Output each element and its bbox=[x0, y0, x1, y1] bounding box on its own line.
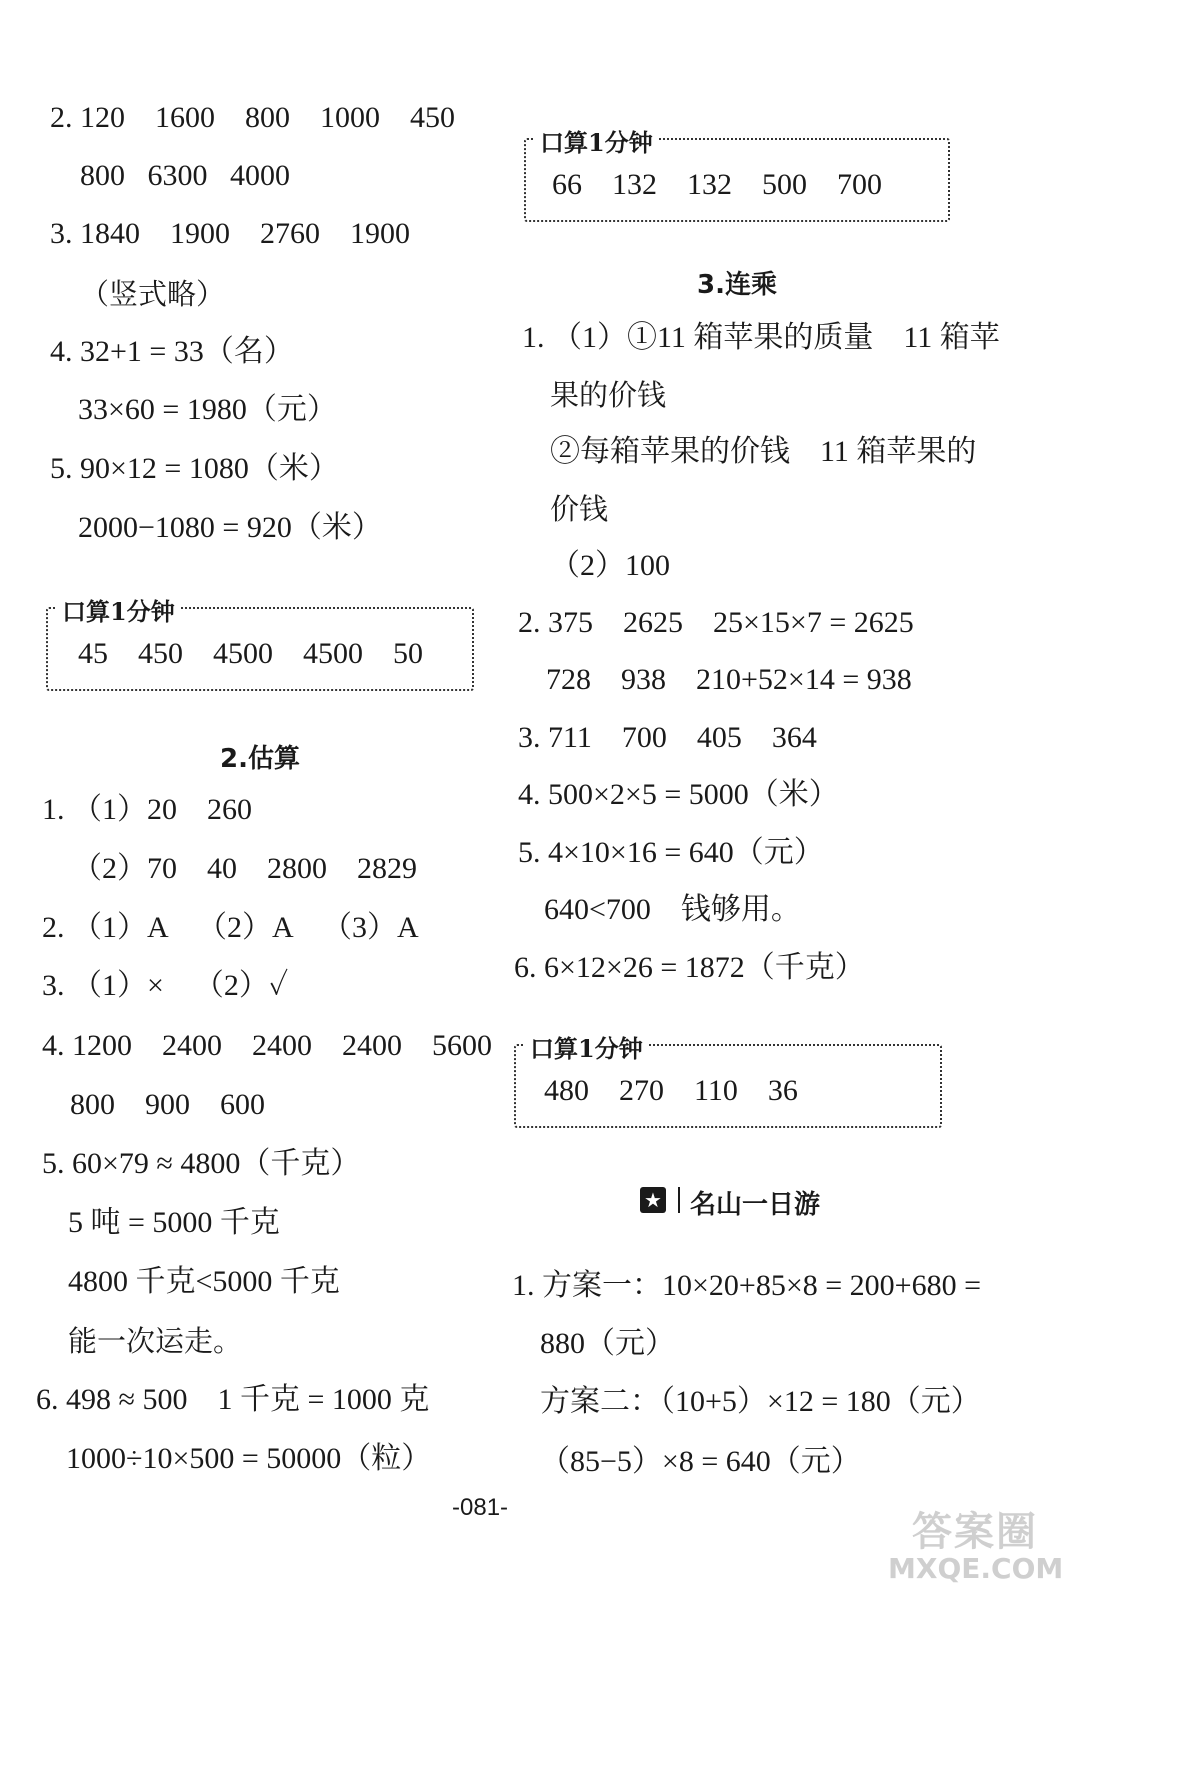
estimate-line-11: 6. 498 ≈ 500 1 千克 = 1000 克 bbox=[36, 1383, 430, 1416]
multiply-line-8: 3. 711 700 405 364 bbox=[518, 721, 817, 754]
watermark-url: MXQE.COM bbox=[888, 1552, 1064, 1585]
multiply-line-3: ②每箱苹果的价钱 11 箱苹果的 bbox=[550, 435, 977, 468]
estimate-line-7: 5. 60×79 ≈ 4800（千克） bbox=[42, 1147, 361, 1180]
trip-line-2: 880（元） bbox=[540, 1327, 675, 1360]
heading-divider bbox=[678, 1187, 680, 1213]
estimate-line-10: 能一次运走。 bbox=[68, 1324, 243, 1358]
mental-math-values-2: 66 132 132 500 700 bbox=[552, 168, 882, 201]
left-line-2: 800 6300 4000 bbox=[80, 159, 290, 192]
star-icon: ★ bbox=[640, 1187, 666, 1213]
estimate-line-9: 4800 千克<5000 千克 bbox=[68, 1265, 340, 1298]
left-line-8: 2000−1080 = 920（米） bbox=[78, 511, 382, 544]
trip-line-1: 1. 方案一：10×20+85×8 = 200+680 = bbox=[512, 1269, 982, 1302]
section-heading-estimate: 2.估算 bbox=[220, 744, 300, 774]
mental-math-title-2: 口算1分钟 bbox=[534, 123, 659, 158]
estimate-line-6: 800 900 600 bbox=[70, 1088, 265, 1121]
estimate-line-12: 1000÷10×500 = 50000（粒） bbox=[66, 1442, 432, 1475]
left-line-7: 5. 90×12 = 1080（米） bbox=[50, 452, 339, 485]
multiply-line-2: 果的价钱 bbox=[550, 378, 667, 412]
left-line-4: （竖式略） bbox=[80, 277, 226, 311]
multiply-line-12: 6. 6×12×26 = 1872（千克） bbox=[514, 951, 865, 984]
mental-math-title-3: 口算1分钟 bbox=[524, 1029, 649, 1064]
multiply-line-7: 728 938 210+52×14 = 938 bbox=[546, 663, 912, 696]
multiply-line-6: 2. 375 2625 25×15×7 = 2625 bbox=[518, 606, 914, 639]
trip-line-4: （85−5）×8 = 640（元） bbox=[540, 1445, 861, 1478]
multiply-line-10: 5. 4×10×16 = 640（元） bbox=[518, 836, 824, 869]
section-heading-continuous-multiplication: 3.连乘 bbox=[697, 270, 777, 300]
multiply-line-11: 640<700 钱够用。 bbox=[544, 893, 801, 926]
estimate-line-5: 4. 1200 2400 2400 2400 5600 bbox=[42, 1029, 492, 1062]
left-line-6: 33×60 = 1980（元） bbox=[78, 393, 337, 426]
mental-math-values-1: 45 450 4500 4500 50 bbox=[78, 637, 423, 670]
estimate-line-8: 5 吨 = 5000 千克 bbox=[68, 1206, 280, 1239]
multiply-line-5: （2）100 bbox=[550, 549, 670, 582]
mental-math-values-3: 480 270 110 36 bbox=[544, 1074, 798, 1107]
estimate-line-2: （2）70 40 2800 2829 bbox=[72, 852, 417, 885]
left-line-3: 3. 1840 1900 2760 1900 bbox=[50, 217, 410, 250]
estimate-line-3: 2. （1）A （2）A （3）A bbox=[42, 911, 419, 944]
left-line-1: 2. 120 1600 800 1000 450 bbox=[50, 101, 455, 134]
mental-math-title-1: 口算1分钟 bbox=[56, 592, 181, 627]
multiply-line-4: 价钱 bbox=[550, 492, 609, 526]
trip-line-3: 方案二：（10+5）×12 = 180（元） bbox=[540, 1385, 981, 1418]
section-heading-mountain-trip: 名山一日游 bbox=[690, 1190, 821, 1220]
multiply-line-9: 4. 500×2×5 = 5000（米） bbox=[518, 778, 839, 811]
multiply-line-1: 1. （1）①11 箱苹果的质量 11 箱苹 bbox=[522, 321, 1000, 354]
estimate-line-4: 3. （1）× （2）✓ bbox=[42, 969, 289, 1002]
watermark-logo: 答案圈 bbox=[912, 1509, 1038, 1555]
page-number: -081- bbox=[452, 1494, 509, 1521]
estimate-line-1: 1. （1）20 260 bbox=[42, 793, 252, 826]
left-line-5: 4. 32+1 = 33（名） bbox=[50, 335, 294, 368]
